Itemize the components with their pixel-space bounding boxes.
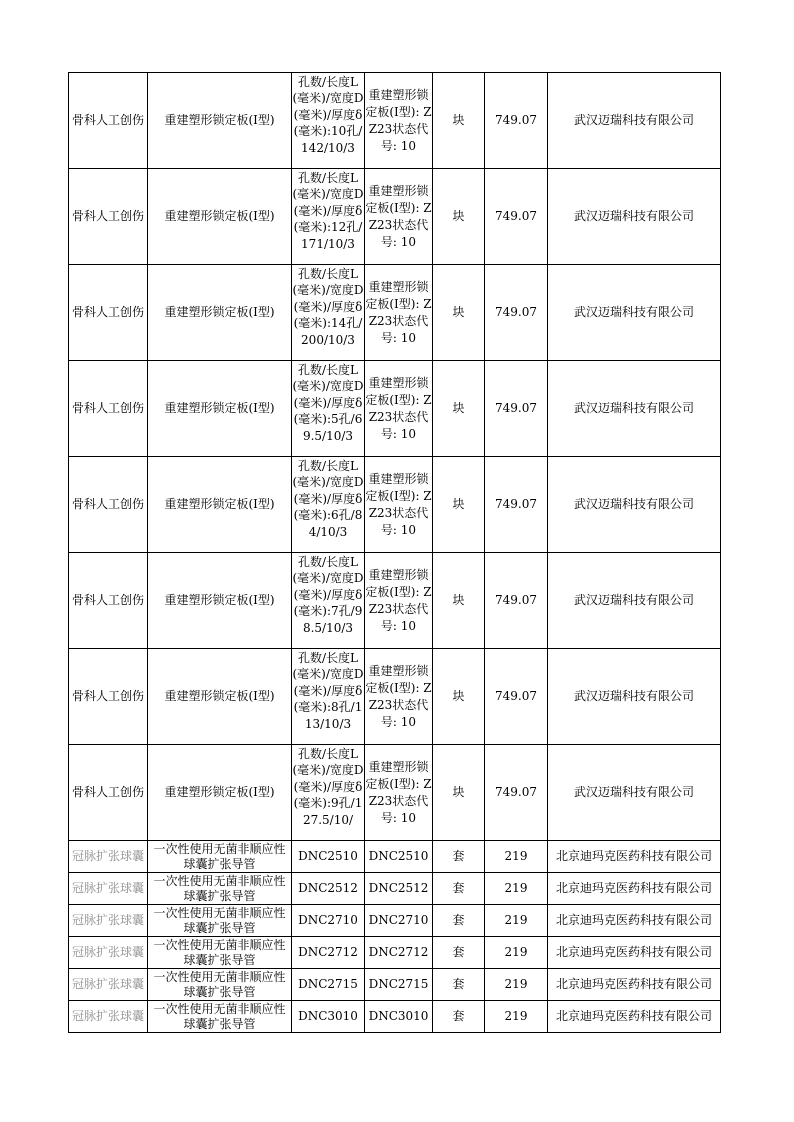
model-text: DNC2512 — [368, 881, 429, 895]
cell-unit — [433, 969, 485, 1001]
table-row — [69, 969, 721, 1001]
name-text: 一次性使用无菌非顺应性球囊扩张导管 — [153, 873, 286, 903]
cell-price — [485, 841, 548, 873]
cell-price — [485, 361, 548, 457]
unit-text: 块 — [452, 305, 465, 319]
company-text: 武汉迈瑞科技有限公司 — [573, 689, 694, 703]
spec-text: 孔数/长度L(毫米)/宽度D(毫米)/厚度δ(毫米):5孔/69.5/10/3 — [292, 362, 364, 443]
table-row — [69, 169, 721, 265]
company-text: 武汉迈瑞科技有限公司 — [573, 593, 694, 607]
cell-spec — [292, 265, 365, 361]
cell-model — [365, 169, 433, 265]
cell-company — [548, 553, 721, 649]
cell-spec — [292, 1001, 365, 1033]
cell-category — [69, 937, 148, 969]
table-row — [69, 265, 721, 361]
model-text: 重建塑形锁定板(Ⅰ型): ZZ23状态代号: 10 — [365, 567, 432, 633]
cell-model — [365, 553, 433, 649]
cell-model — [365, 1001, 433, 1033]
company-text: 北京迪玛克医药科技有限公司 — [555, 881, 712, 895]
cell-category — [69, 1001, 148, 1033]
name-text: 一次性使用无菌非顺应性球囊扩张导管 — [153, 905, 286, 935]
cell-category — [69, 873, 148, 905]
spec-text: DNC2715 — [298, 977, 358, 991]
category-text: 冠脉扩张球囊 — [71, 945, 144, 959]
product-price-table — [68, 72, 721, 1033]
cell-category — [69, 457, 148, 553]
cell-category — [69, 905, 148, 937]
cell-category — [69, 73, 148, 169]
cell-price — [485, 905, 548, 937]
table-row — [69, 649, 721, 745]
cell-model — [365, 873, 433, 905]
cell-unit — [433, 169, 485, 265]
category-text: 骨科人工创伤 — [71, 401, 144, 415]
table-row — [69, 1001, 721, 1033]
cell-price — [485, 169, 548, 265]
price-text: 219 — [504, 849, 528, 863]
cell-spec — [292, 873, 365, 905]
cell-category — [69, 553, 148, 649]
name-text: 重建塑形锁定板(Ⅰ型) — [164, 593, 275, 607]
price-text: 219 — [504, 881, 528, 895]
company-text: 北京迪玛克医药科技有限公司 — [555, 977, 712, 991]
cell-model — [365, 649, 433, 745]
model-text: 重建塑形锁定板(Ⅰ型): ZZ23状态代号: 10 — [365, 471, 432, 537]
cell-price — [485, 553, 548, 649]
cell-name — [148, 169, 292, 265]
spec-text: 孔数/长度L(毫米)/宽度D(毫米)/厚度δ(毫米):9孔/127.5/10/ — [292, 746, 364, 827]
cell-unit — [433, 265, 485, 361]
cell-model — [365, 905, 433, 937]
model-text: DNC2710 — [368, 913, 429, 927]
table-row — [69, 73, 721, 169]
unit-text: 块 — [452, 209, 465, 223]
unit-text: 套 — [452, 977, 465, 991]
model-text: DNC2510 — [368, 849, 429, 863]
company-text: 武汉迈瑞科技有限公司 — [573, 209, 694, 223]
company-text: 武汉迈瑞科技有限公司 — [573, 785, 694, 799]
cell-name — [148, 361, 292, 457]
spec-text: 孔数/长度L(毫米)/宽度D(毫米)/厚度δ(毫米):14孔/200/10/3 — [292, 266, 364, 347]
category-text: 冠脉扩张球囊 — [71, 849, 144, 863]
price-text: 219 — [504, 945, 528, 959]
name-text: 一次性使用无菌非顺应性球囊扩张导管 — [153, 1001, 286, 1031]
unit-text: 块 — [452, 593, 465, 607]
cell-unit — [433, 873, 485, 905]
category-text: 冠脉扩张球囊 — [71, 1009, 144, 1023]
cell-spec — [292, 969, 365, 1001]
cell-price — [485, 745, 548, 841]
name-text: 重建塑形锁定板(Ⅰ型) — [164, 113, 275, 127]
cell-model — [365, 841, 433, 873]
cell-company — [548, 873, 721, 905]
name-text: 重建塑形锁定板(Ⅰ型) — [164, 209, 275, 223]
cell-name — [148, 649, 292, 745]
spec-text: 孔数/长度L(毫米)/宽度D(毫米)/厚度δ(毫米):6孔/84/10/3 — [292, 458, 364, 539]
spec-text: 孔数/长度L(毫米)/宽度D(毫米)/厚度δ(毫米):12孔/171/10/3 — [292, 170, 364, 251]
name-text: 重建塑形锁定板(Ⅰ型) — [164, 785, 275, 799]
category-text: 骨科人工创伤 — [71, 689, 144, 703]
table-row — [69, 457, 721, 553]
model-text: DNC3010 — [368, 1009, 429, 1023]
cell-category — [69, 841, 148, 873]
cell-unit — [433, 841, 485, 873]
model-text: 重建塑形锁定板(Ⅰ型): ZZ23状态代号: 10 — [365, 279, 432, 345]
unit-text: 套 — [452, 1009, 465, 1023]
spec-text: DNC2710 — [298, 913, 358, 927]
cell-company — [548, 937, 721, 969]
company-text: 武汉迈瑞科技有限公司 — [573, 401, 694, 415]
cell-unit — [433, 745, 485, 841]
category-text: 骨科人工创伤 — [71, 785, 144, 799]
table-row — [69, 937, 721, 969]
cell-company — [548, 969, 721, 1001]
cell-name — [148, 73, 292, 169]
cell-unit — [433, 457, 485, 553]
cell-unit — [433, 553, 485, 649]
unit-text: 块 — [452, 785, 465, 799]
name-text: 重建塑形锁定板(Ⅰ型) — [164, 497, 275, 511]
unit-text: 块 — [452, 113, 465, 127]
cell-unit — [433, 73, 485, 169]
unit-text: 套 — [452, 945, 465, 959]
category-text: 骨科人工创伤 — [71, 305, 144, 319]
cell-company — [548, 841, 721, 873]
company-text: 武汉迈瑞科技有限公司 — [573, 113, 694, 127]
unit-text: 块 — [452, 497, 465, 511]
cell-category — [69, 969, 148, 1001]
cell-company — [548, 1001, 721, 1033]
cell-unit — [433, 937, 485, 969]
category-text: 骨科人工创伤 — [71, 209, 144, 223]
spec-text: 孔数/长度L(毫米)/宽度D(毫米)/厚度δ(毫米):10孔/142/10/3 — [292, 74, 364, 155]
model-text: 重建塑形锁定板(Ⅰ型): ZZ23状态代号: 10 — [365, 663, 432, 729]
cell-spec — [292, 553, 365, 649]
cell-spec — [292, 905, 365, 937]
price-text: 749.07 — [495, 209, 537, 223]
model-text: 重建塑形锁定板(Ⅰ型): ZZ23状态代号: 10 — [365, 183, 432, 249]
cell-company — [548, 457, 721, 553]
unit-text: 套 — [452, 881, 465, 895]
model-text: DNC2715 — [368, 977, 429, 991]
cell-price — [485, 969, 548, 1001]
cell-company — [548, 905, 721, 937]
category-text: 骨科人工创伤 — [71, 593, 144, 607]
model-text: 重建塑形锁定板(Ⅰ型): ZZ23状态代号: 10 — [365, 87, 432, 153]
cell-company — [548, 745, 721, 841]
cell-name — [148, 841, 292, 873]
price-text: 749.07 — [495, 593, 537, 607]
cell-price — [485, 649, 548, 745]
price-text: 219 — [504, 913, 528, 927]
name-text: 一次性使用无菌非顺应性球囊扩张导管 — [153, 841, 286, 871]
cell-model — [365, 937, 433, 969]
cell-unit — [433, 905, 485, 937]
cell-name — [148, 905, 292, 937]
cell-spec — [292, 457, 365, 553]
unit-text: 套 — [452, 913, 465, 927]
cell-category — [69, 169, 148, 265]
cell-spec — [292, 937, 365, 969]
model-text: 重建塑形锁定板(Ⅰ型): ZZ23状态代号: 10 — [365, 375, 432, 441]
cell-category — [69, 649, 148, 745]
category-text: 冠脉扩张球囊 — [71, 881, 144, 895]
cell-price — [485, 73, 548, 169]
cell-name — [148, 1001, 292, 1033]
cell-model — [365, 457, 433, 553]
price-text: 219 — [504, 1009, 528, 1023]
price-text: 219 — [504, 977, 528, 991]
category-text: 冠脉扩张球囊 — [71, 977, 144, 991]
cell-price — [485, 457, 548, 553]
model-text: DNC2712 — [368, 945, 429, 959]
cell-category — [69, 361, 148, 457]
price-text: 749.07 — [495, 401, 537, 415]
spec-text: DNC2510 — [298, 849, 358, 863]
cell-spec — [292, 745, 365, 841]
table-row — [69, 553, 721, 649]
category-text: 骨科人工创伤 — [71, 497, 144, 511]
cell-name — [148, 457, 292, 553]
cell-model — [365, 969, 433, 1001]
cell-price — [485, 1001, 548, 1033]
cell-name — [148, 553, 292, 649]
table-row — [69, 905, 721, 937]
spec-text: DNC2712 — [298, 945, 358, 959]
company-text: 武汉迈瑞科技有限公司 — [573, 497, 694, 511]
price-text: 749.07 — [495, 305, 537, 319]
spec-text: DNC2512 — [298, 881, 358, 895]
name-text: 重建塑形锁定板(Ⅰ型) — [164, 305, 275, 319]
cell-model — [365, 745, 433, 841]
cell-spec — [292, 361, 365, 457]
company-text: 北京迪玛克医药科技有限公司 — [555, 945, 712, 959]
spec-text: 孔数/长度L(毫米)/宽度D(毫米)/厚度δ(毫米):8孔/113/10/3 — [292, 650, 364, 731]
cell-model — [365, 361, 433, 457]
table-row — [69, 361, 721, 457]
cell-spec — [292, 169, 365, 265]
category-text: 骨科人工创伤 — [71, 113, 144, 127]
cell-model — [365, 73, 433, 169]
unit-text: 块 — [452, 689, 465, 703]
cell-company — [548, 73, 721, 169]
price-text: 749.07 — [495, 497, 537, 511]
price-text: 749.07 — [495, 113, 537, 127]
unit-text: 块 — [452, 401, 465, 415]
cell-spec — [292, 73, 365, 169]
model-text: 重建塑形锁定板(Ⅰ型): ZZ23状态代号: 10 — [365, 759, 432, 825]
name-text: 重建塑形锁定板(Ⅰ型) — [164, 689, 275, 703]
name-text: 一次性使用无菌非顺应性球囊扩张导管 — [153, 969, 286, 999]
company-text: 北京迪玛克医药科技有限公司 — [555, 1009, 712, 1023]
cell-category — [69, 745, 148, 841]
table-body — [69, 73, 721, 1033]
cell-price — [485, 265, 548, 361]
cell-unit — [433, 649, 485, 745]
company-text: 北京迪玛克医药科技有限公司 — [555, 913, 712, 927]
name-text: 重建塑形锁定板(Ⅰ型) — [164, 401, 275, 415]
company-text: 武汉迈瑞科技有限公司 — [573, 305, 694, 319]
price-text: 749.07 — [495, 785, 537, 799]
cell-company — [548, 361, 721, 457]
cell-category — [69, 265, 148, 361]
table-row — [69, 745, 721, 841]
cell-name — [148, 937, 292, 969]
unit-text: 套 — [452, 849, 465, 863]
cell-price — [485, 873, 548, 905]
cell-company — [548, 265, 721, 361]
spec-text: DNC3010 — [298, 1009, 358, 1023]
cell-price — [485, 937, 548, 969]
cell-company — [548, 169, 721, 265]
spec-text: 孔数/长度L(毫米)/宽度D(毫米)/厚度δ(毫米):7孔/98.5/10/3 — [292, 554, 364, 635]
cell-name — [148, 265, 292, 361]
price-text: 749.07 — [495, 689, 537, 703]
name-text: 一次性使用无菌非顺应性球囊扩张导管 — [153, 937, 286, 967]
cell-spec — [292, 649, 365, 745]
category-text: 冠脉扩张球囊 — [71, 913, 144, 927]
cell-unit — [433, 1001, 485, 1033]
cell-spec — [292, 841, 365, 873]
cell-company — [548, 649, 721, 745]
cell-name — [148, 745, 292, 841]
table-row — [69, 841, 721, 873]
company-text: 北京迪玛克医药科技有限公司 — [555, 849, 712, 863]
cell-name — [148, 969, 292, 1001]
cell-name — [148, 873, 292, 905]
table-row — [69, 873, 721, 905]
cell-model — [365, 265, 433, 361]
cell-unit — [433, 361, 485, 457]
